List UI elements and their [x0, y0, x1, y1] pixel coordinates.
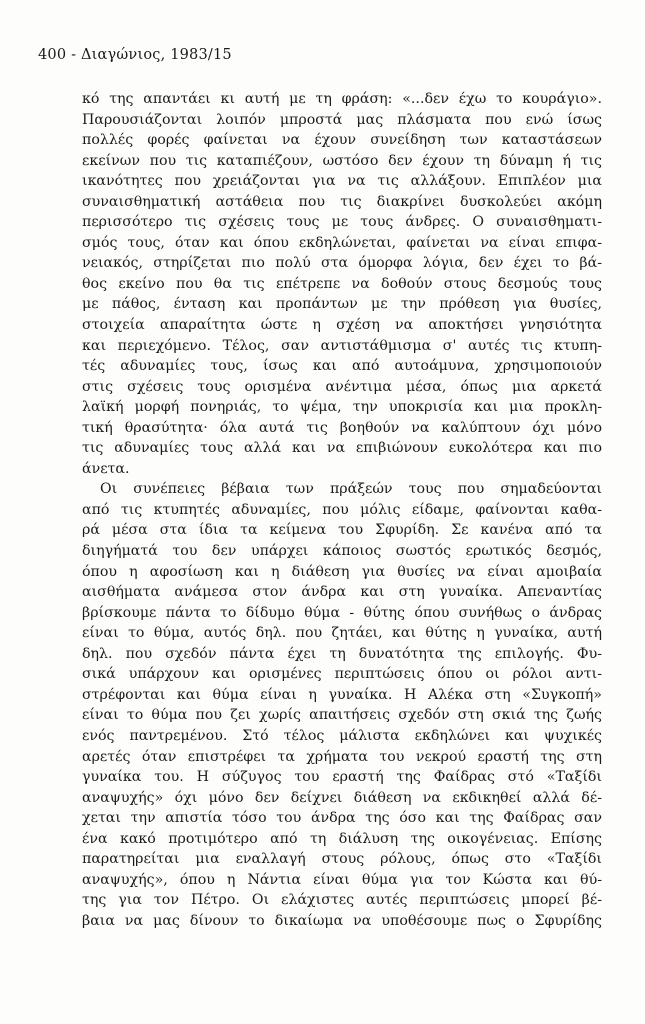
text-line: ικανότητες που χρειάζονται για να τις αλλάξουν. Επιπλέον μια — [82, 173, 602, 190]
text-line: άνετα. — [82, 460, 130, 477]
text-line: βρίσκουμε πάντα το δίδυμο θύμα - θύτης όπου συνήθως ο άνδρας — [82, 604, 602, 621]
text-line: από τις κτυπητές αδυναμίες, που μόλις είδαμε, φαίνονται καθα- — [82, 501, 602, 518]
text-line: και περιεχόμενο. Τέλος, σαν αντιστάθμισμα σ' αυτές τις κτυπη- — [82, 337, 602, 354]
text-line: αναψυχής», όπου η Νάντια είναι θύμα για τον Κώστα και θύ- — [82, 871, 602, 888]
text-line: πολλές φορές φαίνεται να έχουν συνείδηση των καταστάσεων — [82, 132, 602, 149]
text-line: δηλ. που σχεδόν πάντα έχει τη δυνατότητα της επιλογής. Φυ- — [82, 645, 602, 662]
text-line: θος εκείνο που θα τις επέτρεπε να δοθούν στους δεσμούς τους — [82, 275, 602, 292]
text-line: κό της απαντάει κι αυτή με τη φράση: «...δεν έχω το κουράγιο». — [82, 91, 602, 107]
text-line: ενός παντρεμένου. Στό τέλος μάλιστα εκδηλώνει και ψυχικές — [82, 727, 602, 744]
text-line: αναψυχής» όχι μόνο δεν δείχνει διάθεση να εκδικηθεί αλλά δέ- — [82, 789, 602, 806]
text-line: εκείνων που τις καταπιέζουν, ωστόσο δεν έχουν τη δύναμη ή τις — [82, 152, 602, 169]
text-line: παρατηρείται μια εναλλαγή στους ρόλους, όπως στο «Ταξίδι — [82, 851, 602, 868]
text-line: ρά μέσα στα ίδια τα κείμενα του Σφυρίδη. Σε κανένα από τα — [82, 522, 602, 539]
text-line: Οι συνέπειες βέβαια των πράξεών τους που σημαδεύονται — [100, 481, 602, 498]
text-line: Παρουσιάζονται λοιπόν μπροστά μας πλάσματα που ενώ ίσως — [82, 111, 602, 128]
text-line: τική θρασύτητα· όλα αυτά τις βοηθούν να καλύπτουν όχι μόνο — [82, 419, 602, 436]
text-line: ένα κακό προτιμότερο από τη διάλυση της οικογένειας. Επίσης — [82, 830, 602, 847]
text-line: σικά υπάρχουν και ορισμένες περιπτώσεις όπου οι ρόλοι αντι- — [82, 666, 602, 683]
text-line: με πάθος, ένταση και προπάντων με την πρόθεση για θυσίες, — [82, 296, 602, 313]
text-line: είναι το θύμα που ζει χωρίς απαιτήσεις σχεδόν στη σκιά της ζωής — [82, 707, 602, 724]
text-line: είναι το θύμα, αυτός δηλ. που ζητάει, και θύτης η γυναίκα, αυτή — [82, 625, 602, 642]
text-line: περισσότερο τις σχέσεις τους με τους άνδρες. Ο συναισθηματι- — [82, 214, 602, 231]
text-line: αισθήματα ανάμεσα στον άνδρα και στη γυναίκα. Απεναντίας — [82, 584, 602, 601]
text-line: στις σχέσεις τους ορισμένα ανέντιμα μέσα, όπως μια αρκετά — [82, 378, 602, 395]
text-line: νειακός, στηρίζεται πιο πολύ στα όμορφα λόγια, δεν έχει το βά- — [82, 255, 602, 272]
text-line: της για τον Πέτρο. Οι ελάχιστες αυτές περιπτώσεις μπορεί βέ- — [82, 892, 602, 909]
text-line: τές αδυναμίες τους, ίσως και από αυτοάμυνα, χρησιμοποιούν — [82, 358, 602, 375]
text-line: στοιχεία απαραίτητα ώστε η σχέση να αποκτήσει γνησιότητα — [82, 317, 602, 334]
text-line: διηγήματά του δεν υπάρχει κάποιος σωστός ερωτικός δεσμός, — [82, 543, 602, 560]
text-line: όπου η αφοσίωση και η διάθεση για θυσίες να είναι αμοιβαία — [82, 563, 602, 580]
text-line: σμός τους, όταν και όπου εκδηλώνεται, φαίνεται να είναι επιφα- — [82, 234, 602, 251]
text-line: γυναίκα του. Η σύζυγος του εραστή της Φαίδρας στό «Ταξίδι — [82, 769, 602, 786]
text-line: αρετές όταν επιστρέφει τα χρήματα του νεκρού εραστή της στη — [82, 748, 602, 765]
text-line: χεται την απιστία τόσο του άνδρα της όσο και της Φαίδρας σαν — [82, 810, 602, 827]
text-line: συναισθηματική αστάθεια που τις διακρίνει δυσκολεύει ακόμη — [82, 193, 602, 210]
running-head: 400 - Διαγώνιος, 1983/15 — [38, 47, 232, 63]
body-text — [82, 89, 602, 931]
text-line: βαια να μας δίνουν το δικαίωμα να υποθέσουμε πως ο Σφυρίδης — [82, 912, 602, 929]
text-line: τις αδυναμίες τους αλλά και να επιβιώνουν ευκολότερα και πιο — [82, 440, 602, 457]
text-line: λαϊκή μορφή πονηριάς, το ψέμα, την υποκρισία και μια προκλη- — [82, 399, 602, 416]
text-line: στρέφονται και θύμα είναι η γυναίκα. Η Αλέκα στη «Συγκοπή» — [82, 686, 602, 703]
